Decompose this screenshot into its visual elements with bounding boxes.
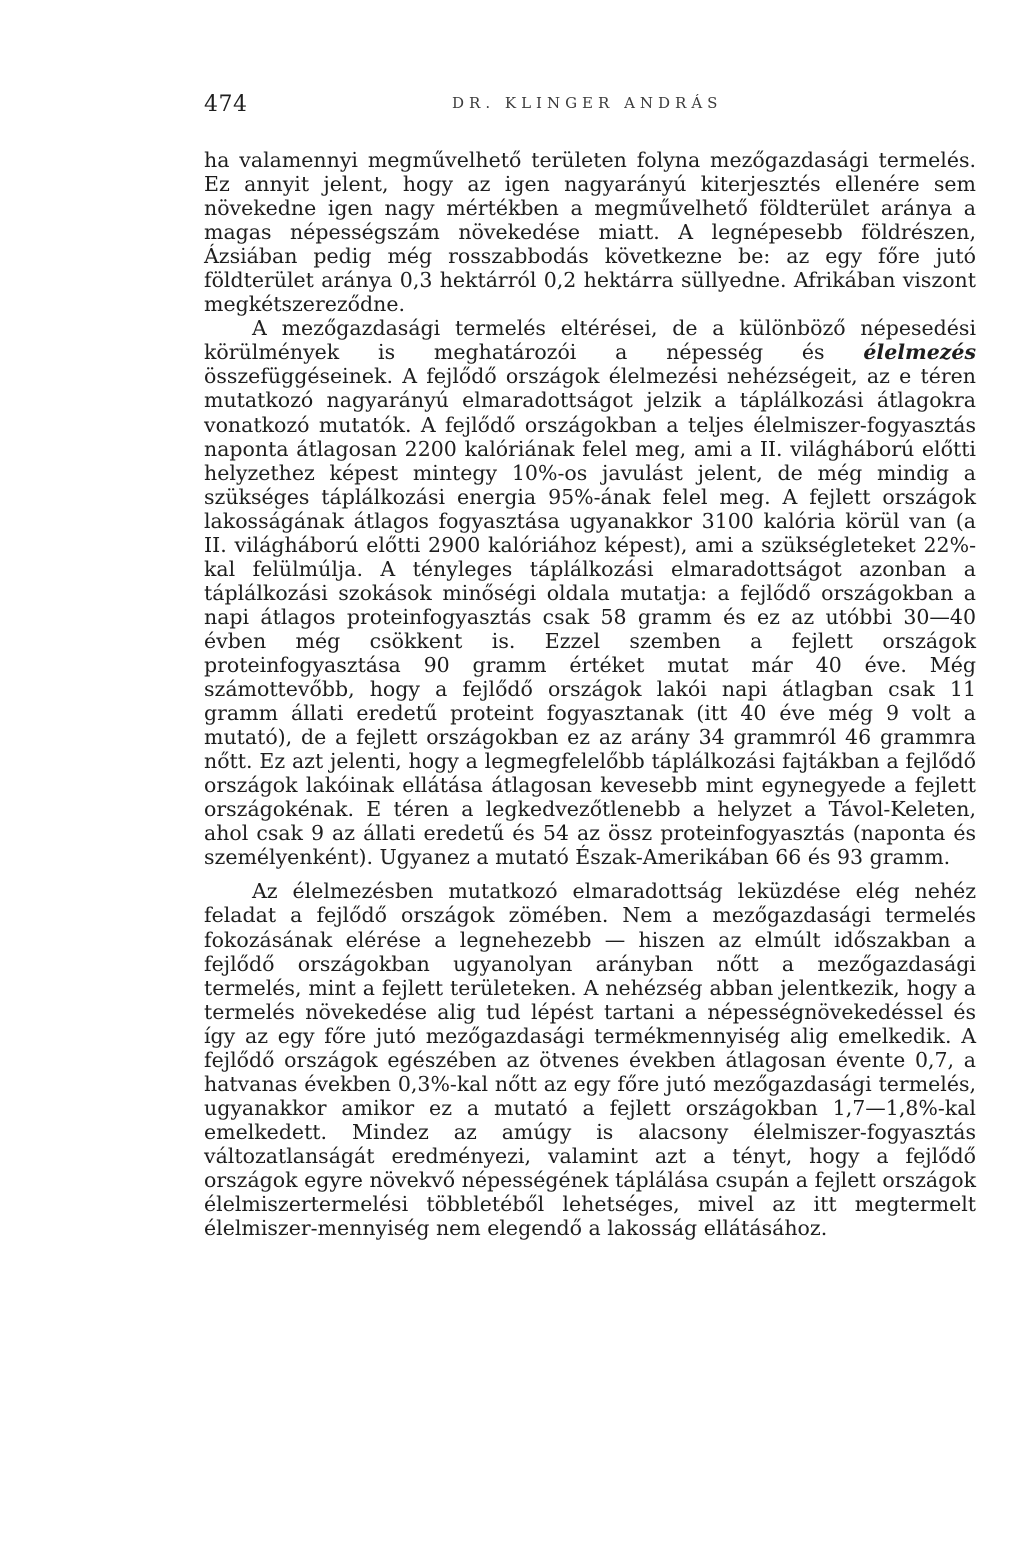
body-text xyxy=(204,148,976,1240)
paragraph-continuation: ha valamennyi megművelhető területen folyna mezőgazdasági termelés. Ez annyit jelent, hogy az igen nagyarányú kiterjesztés ellenére sem növekedne igen nagy mértékben a megművelhető földterület aránya a magas népességszám növekedése miatt. A legnépesebb földrészen, Ázsiában pedig még rosszabbodás következne be: az egy főre jutó földterület aránya 0,3 hektárról 0,2 hektárra süllyedne. Afrikában viszont megkétszereződne. xyxy=(204,148,976,317)
paragraph-gap xyxy=(204,869,976,879)
paragraph-text: A mezőgazdasági termelés eltérései, de a különböző népesedési körülmények is meghatározói a népesség és xyxy=(204,316,976,365)
emphasized-term: élelmezés xyxy=(863,340,976,365)
running-head: DR. KLINGER ANDRÁS xyxy=(452,94,723,112)
paragraph-text: összefüggéseinek. A fejlődő országok élelmezési nehézségeit, az e téren mutatkozó nagyarányú elmaradottságot jelzik a táplálkozási átlagokra vonatkozó mutatók. A fejlődő országokban a teljes élelmiszer-fogyasztás naponta átlagosan 2200 kalóriának felel meg, ami a II. világháború előtti helyzethez képest mintegy 10%-os javulást jelent, de még mindig a szükséges táplálkozási energia 95%-ának felel meg. A fejlett országok lakosságának átlagos fogyasztása ugyanakkor 3100 kalória körül van (a II. világháború előtti 2900 kalóriához képest), ami a szükségleteket 22%-kal felülmúlja. A tényleges táplálkozási elmaradottságot azonban a táplálkozási szokások minőségi oldala mutatja: a fejlődő országokban a napi átlagos proteinfogyasztás csak 58 gramm és ez az utóbbi 30—40 évben még csökkent is. Ezzel szemben a fejlett országok proteinfogyasztása 90 gramm értéket mutat már 40 éve. Még számottevőbb, hogy a fejlődő országok lakói napi átlagban csak 11 gramm állati eredetű proteint fogyasztanak (itt 40 éve még 9 volt a mutató), de a fejlett országokban ez az arány 34 grammról 46 grammra nőtt. Ez azt jelenti, hogy a legmegfelelőbb táplálkozási fajtákban a fejlődő országok lakóinak ellátása átlagosan kevesebb mint egynegyede a fejlett országokénak. E téren a legkedvezőtlenebb a helyzet a Távol-Keleten, ahol csak 9 az állati eredetű és 54 az össz proteinfogyasztás (naponta és személyenként). Ugyanez a mutató Észak-Amerikában 66 és 93 gramm. xyxy=(204,364,976,870)
page-header xyxy=(204,92,760,120)
paragraph-food-deficit: Az élelmezésben mutatkozó elmaradottság leküzdése elég nehéz feladat a fejlődő országok zömében. Nem a mezőgazdasági termelés fokozásának elérése a legnehezebb — hiszen az elmúlt időszakban a fejlődő országokban ugyanolyan arányban nőtt a mezőgazdasági termelés, mint a fejlett területeken. A nehézség abban jelentkezik, hogy a termelés növekedése alig tud lépést tartani a népességnövekedéssel és így az egy főre jutó mezőgazdasági termékmennyiség alig emelkedik. A fejlődő országok egészében az ötvenes években átlagosan évente 0,7, a hatvanas években 0,3%-kal nőtt az egy főre jutó mezőgazdasági termelés, ugyanakkor amikor ez a mutató a fejlett országokban 1,7—1,8%-kal emelkedett. Mindez az amúgy is alacsony élelmiszer-fogyasztás változatlanságát eredményezi, valamint azt a tényt, hogy a fejlődő országok egyre növekvő népességének táplálása csupán a fejlett országok élelmiszertermelési többletéből lehetséges, mivel az itt megtermelt élelmiszer-mennyiség nem elegendő a lakosság ellátásához. xyxy=(204,879,976,1241)
paragraph-nutrition xyxy=(204,316,976,869)
page-number: 474 xyxy=(204,92,248,117)
